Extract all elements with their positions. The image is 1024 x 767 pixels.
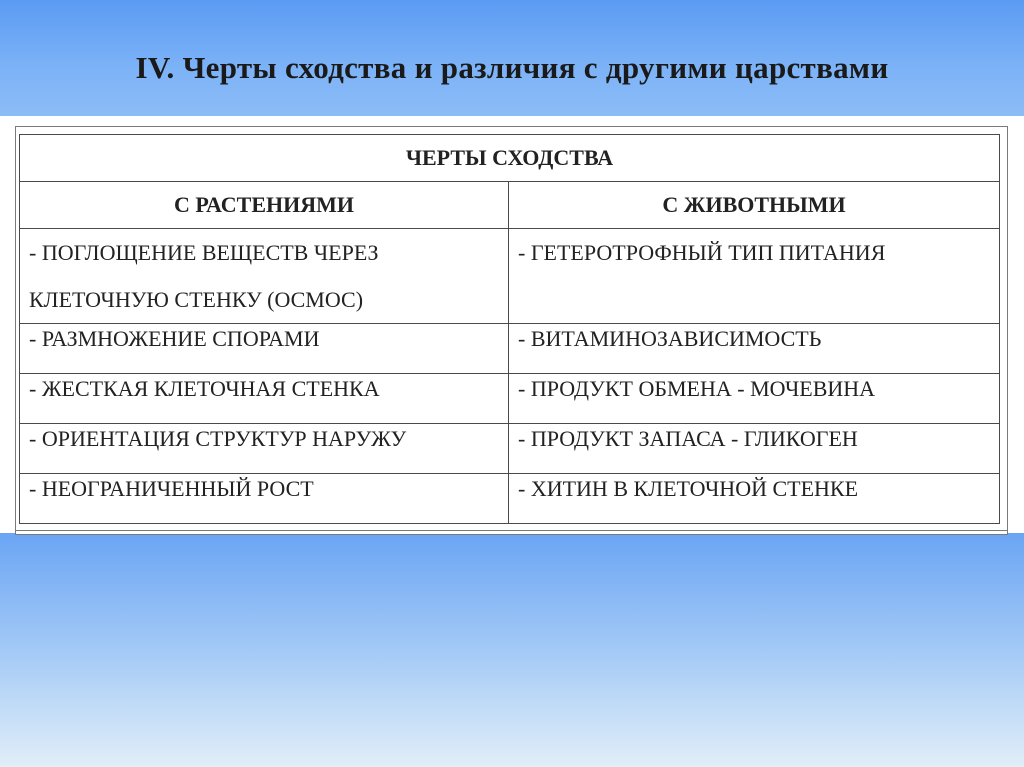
- cell-plants: [20, 229, 509, 324]
- table-row: [20, 424, 1000, 474]
- bottom-blue-band: [0, 533, 1024, 767]
- frame-divider: [15, 530, 1008, 531]
- cell-plants: - ЖЕСТКАЯ КЛЕТОЧНАЯ СТЕНКА: [20, 374, 509, 424]
- table-row: [20, 229, 1000, 324]
- cell-animals: - ВИТАМИНОЗАВИСИМОСТЬ: [509, 324, 1000, 374]
- column-header-plants: С РАСТЕНИЯМИ: [20, 182, 509, 229]
- similarities-table: [19, 134, 1000, 524]
- table-row: [20, 324, 1000, 374]
- column-header-animals: С ЖИВОТНЫМИ: [509, 182, 1000, 229]
- cell-plants: - ОРИЕНТАЦИЯ СТРУКТУР НАРУЖУ: [20, 424, 509, 474]
- cell-plants-line: - ПОГЛОЩЕНИЕ ВЕЩЕСТВ ЧЕРЕЗ: [29, 240, 379, 265]
- cell-animals: [509, 229, 1000, 324]
- cell-plants-line: КЛЕТОЧНУЮ СТЕНКУ (ОСМОС): [29, 287, 364, 312]
- table-header: ЧЕРТЫ СХОДСТВА: [20, 135, 1000, 182]
- table-row: [20, 474, 1000, 524]
- cell-animals-line: - ГЕТЕРОТРОФНЫЙ ТИП ПИТАНИЯ: [518, 240, 886, 265]
- cell-animals: - ХИТИН В КЛЕТОЧНОЙ СТЕНКЕ: [509, 474, 1000, 524]
- cell-plants: - НЕОГРАНИЧЕННЫЙ РОСТ: [20, 474, 509, 524]
- table-row: [20, 374, 1000, 424]
- cell-animals: - ПРОДУКТ ЗАПАСА - ГЛИКОГЕН: [509, 424, 1000, 474]
- cell-plants: - РАЗМНОЖЕНИЕ СПОРАМИ: [20, 324, 509, 374]
- cell-animals: - ПРОДУКТ ОБМЕНА - МОЧЕВИНА: [509, 374, 1000, 424]
- slide-title: IV. Черты сходства и различия с другими царствами: [135, 50, 889, 85]
